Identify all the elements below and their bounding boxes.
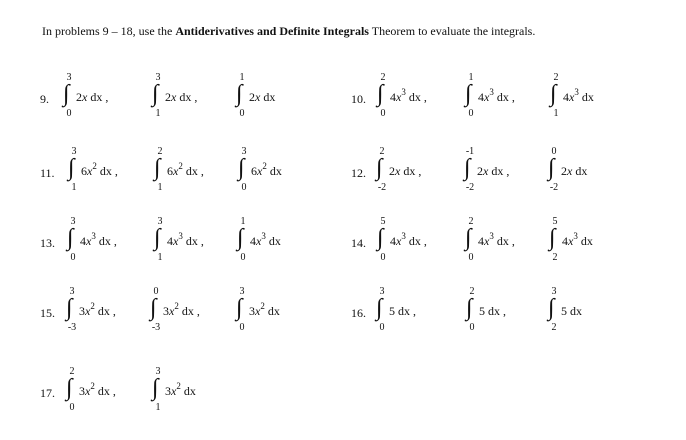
integral bbox=[237, 142, 317, 212]
differential: dx , bbox=[408, 90, 427, 104]
differential: dx bbox=[183, 384, 196, 398]
integral-sign-icon: ∫ bbox=[238, 155, 245, 181]
integral bbox=[235, 68, 315, 138]
differential: dx bbox=[269, 164, 282, 178]
integral-sign-icon: ∫ bbox=[236, 295, 243, 321]
integral-sign-icon: ∫ bbox=[154, 155, 161, 181]
integral bbox=[376, 212, 456, 282]
coefficient: 4 bbox=[562, 234, 568, 248]
coefficient: 4 bbox=[80, 234, 86, 248]
differential: dx , bbox=[181, 304, 200, 318]
integral bbox=[464, 68, 544, 138]
integral-sign-icon: ∫ bbox=[236, 81, 243, 107]
lower-limit: 0 bbox=[379, 322, 385, 333]
upper-limit: 1 bbox=[239, 72, 245, 83]
integrand bbox=[76, 90, 108, 105]
integral bbox=[463, 142, 543, 212]
differential: dx , bbox=[491, 164, 510, 178]
coefficient: 4 bbox=[478, 234, 484, 248]
exponent: 3 bbox=[401, 87, 406, 97]
differential: dx , bbox=[496, 234, 515, 248]
variable: x bbox=[256, 234, 262, 248]
coefficient: 3 bbox=[79, 304, 85, 318]
exponent: 3 bbox=[178, 231, 183, 241]
coefficient: 6 bbox=[167, 164, 173, 178]
coefficient: 5 bbox=[389, 304, 395, 318]
instructions bbox=[42, 24, 535, 39]
problem-number: 13. bbox=[40, 236, 55, 250]
differential: dx , bbox=[403, 164, 422, 178]
lower-limit: -3 bbox=[67, 322, 77, 333]
integral bbox=[547, 142, 627, 212]
differential: dx bbox=[570, 304, 582, 318]
variable: x bbox=[569, 90, 575, 104]
variable: x bbox=[257, 164, 263, 178]
lower-limit: 0 bbox=[380, 108, 386, 119]
lower-limit: 0 bbox=[469, 322, 475, 333]
lower-limit: 0 bbox=[468, 108, 474, 119]
integral-sign-icon: ∫ bbox=[66, 295, 73, 321]
integral bbox=[153, 212, 233, 282]
exponent: 3 bbox=[401, 231, 406, 241]
problem-number: 17. bbox=[40, 386, 55, 400]
coefficient: 6 bbox=[81, 164, 87, 178]
upper-limit: 2 bbox=[379, 146, 385, 157]
differential: dx , bbox=[97, 304, 116, 318]
instruction-suffix: Theorem to evaluate the integrals. bbox=[368, 24, 536, 38]
exponent: 2 bbox=[178, 161, 183, 171]
coefficient: 3 bbox=[165, 384, 171, 398]
integral bbox=[153, 142, 233, 212]
lower-limit: -2 bbox=[377, 182, 387, 193]
integrand bbox=[81, 161, 118, 179]
coefficient: 2 bbox=[165, 90, 171, 104]
integral bbox=[65, 282, 145, 352]
problem bbox=[40, 282, 360, 352]
coefficient: 2 bbox=[249, 90, 255, 104]
integral-sign-icon: ∫ bbox=[150, 295, 157, 321]
coefficient: 2 bbox=[76, 90, 82, 104]
integral-sign-icon: ∫ bbox=[63, 81, 70, 107]
integral bbox=[236, 212, 316, 282]
integral-sign-icon: ∫ bbox=[67, 225, 74, 251]
upper-limit: 2 bbox=[469, 286, 475, 297]
problem bbox=[351, 68, 671, 138]
differential: dx bbox=[580, 234, 593, 248]
problem bbox=[40, 212, 360, 282]
problem bbox=[351, 212, 671, 282]
upper-limit: 3 bbox=[239, 286, 245, 297]
lower-limit: -2 bbox=[549, 182, 559, 193]
integral-sign-icon: ∫ bbox=[465, 81, 472, 107]
integral-sign-icon: ∫ bbox=[237, 225, 244, 251]
integrand bbox=[165, 381, 196, 399]
differential: dx , bbox=[488, 304, 506, 318]
variable: x bbox=[395, 164, 401, 178]
problem bbox=[351, 282, 671, 352]
integral bbox=[151, 68, 231, 138]
variable: x bbox=[567, 164, 573, 178]
differential: dx bbox=[267, 304, 280, 318]
exponent: 3 bbox=[261, 231, 266, 241]
integral-sign-icon: ∫ bbox=[68, 155, 75, 181]
variable: x bbox=[85, 304, 91, 318]
lower-limit: 1 bbox=[157, 252, 163, 263]
upper-limit: 3 bbox=[157, 216, 163, 227]
lower-limit: 1 bbox=[155, 108, 161, 119]
instruction-prefix: In problems 9 – 18, use the bbox=[42, 24, 176, 38]
exponent: 2 bbox=[174, 301, 179, 311]
integral bbox=[62, 68, 142, 138]
lower-limit: 2 bbox=[551, 322, 557, 333]
variable: x bbox=[86, 234, 92, 248]
problem-number: 10. bbox=[351, 92, 366, 106]
exponent: 2 bbox=[260, 301, 265, 311]
lower-limit: 2 bbox=[552, 252, 558, 263]
integral-sign-icon: ∫ bbox=[464, 155, 471, 181]
variable: x bbox=[173, 234, 179, 248]
problem bbox=[40, 68, 360, 138]
variable: x bbox=[483, 164, 489, 178]
differential: dx bbox=[263, 90, 276, 104]
variable: x bbox=[568, 234, 574, 248]
upper-limit: 3 bbox=[241, 146, 247, 157]
upper-limit: 3 bbox=[70, 216, 76, 227]
integrand bbox=[390, 231, 427, 249]
coefficient: 6 bbox=[251, 164, 257, 178]
differential: dx , bbox=[98, 234, 117, 248]
exponent: 3 bbox=[573, 231, 578, 241]
upper-limit: 1 bbox=[240, 216, 246, 227]
integral bbox=[375, 142, 455, 212]
differential: dx , bbox=[99, 164, 118, 178]
lower-limit: 0 bbox=[240, 252, 246, 263]
upper-limit: 0 bbox=[551, 146, 557, 157]
upper-limit: 5 bbox=[380, 216, 386, 227]
coefficient: 3 bbox=[163, 304, 169, 318]
integral bbox=[65, 362, 145, 432]
integrand bbox=[389, 164, 421, 179]
coefficient: 2 bbox=[389, 164, 395, 178]
integrand bbox=[165, 90, 197, 105]
integral bbox=[465, 282, 545, 352]
integrand bbox=[249, 301, 280, 319]
exponent: 3 bbox=[574, 87, 579, 97]
integral-sign-icon: ∫ bbox=[548, 295, 555, 321]
upper-limit: 2 bbox=[553, 72, 559, 83]
theorem-name: Antiderivatives and Definite Integrals bbox=[175, 24, 369, 38]
upper-limit: 1 bbox=[468, 72, 474, 83]
integral-sign-icon: ∫ bbox=[376, 295, 383, 321]
exponent: 3 bbox=[489, 231, 494, 241]
integral-sign-icon: ∫ bbox=[466, 295, 473, 321]
integrand bbox=[478, 87, 515, 105]
problem bbox=[351, 142, 671, 212]
integral-sign-icon: ∫ bbox=[152, 81, 159, 107]
problem-number: 11. bbox=[40, 166, 55, 180]
integral bbox=[67, 142, 147, 212]
integrand bbox=[389, 304, 416, 319]
exponent: 2 bbox=[90, 301, 95, 311]
exponent: 2 bbox=[90, 381, 95, 391]
integral bbox=[149, 282, 229, 352]
integral-sign-icon: ∫ bbox=[376, 155, 383, 181]
variable: x bbox=[396, 234, 402, 248]
variable: x bbox=[396, 90, 402, 104]
problem-number: 9. bbox=[40, 92, 49, 106]
upper-limit: 5 bbox=[552, 216, 558, 227]
coefficient: 2 bbox=[477, 164, 483, 178]
coefficient: 4 bbox=[390, 90, 396, 104]
integrand bbox=[163, 301, 200, 319]
integrand bbox=[561, 164, 587, 179]
integrand bbox=[167, 231, 204, 249]
exponent: 2 bbox=[92, 161, 97, 171]
integrand bbox=[477, 164, 509, 179]
upper-limit: 3 bbox=[71, 146, 77, 157]
differential: dx bbox=[575, 164, 588, 178]
differential: dx bbox=[581, 90, 594, 104]
problem-number: 14. bbox=[351, 236, 366, 250]
problem-number: 12. bbox=[351, 166, 366, 180]
lower-limit: 1 bbox=[157, 182, 163, 193]
integrand bbox=[562, 231, 593, 249]
differential: dx , bbox=[185, 164, 204, 178]
integral-sign-icon: ∫ bbox=[465, 225, 472, 251]
integrand bbox=[167, 161, 204, 179]
integrand bbox=[478, 231, 515, 249]
exponent: 2 bbox=[176, 381, 181, 391]
upper-limit: 3 bbox=[66, 72, 72, 83]
variable: x bbox=[82, 90, 88, 104]
upper-limit: -1 bbox=[465, 146, 475, 157]
lower-limit: 0 bbox=[66, 108, 72, 119]
integral bbox=[548, 212, 628, 282]
integral-sign-icon: ∫ bbox=[377, 225, 384, 251]
integrand bbox=[561, 304, 582, 319]
integral bbox=[464, 212, 544, 282]
integral-sign-icon: ∫ bbox=[550, 81, 557, 107]
coefficient: 2 bbox=[561, 164, 567, 178]
problem-number: 16. bbox=[351, 306, 366, 320]
lower-limit: -3 bbox=[151, 322, 161, 333]
lower-limit: 1 bbox=[155, 402, 161, 413]
coefficient: 4 bbox=[167, 234, 173, 248]
integrand bbox=[390, 87, 427, 105]
upper-limit: 3 bbox=[379, 286, 385, 297]
differential: dx , bbox=[179, 90, 198, 104]
problem-number: 15. bbox=[40, 306, 55, 320]
integrand bbox=[563, 87, 594, 105]
differential: dx , bbox=[398, 304, 416, 318]
differential: dx , bbox=[90, 90, 109, 104]
integrand bbox=[250, 231, 281, 249]
variable: x bbox=[171, 384, 177, 398]
upper-limit: 3 bbox=[155, 366, 161, 377]
variable: x bbox=[255, 90, 261, 104]
integral bbox=[66, 212, 146, 282]
variable: x bbox=[87, 164, 93, 178]
exponent: 3 bbox=[91, 231, 96, 241]
lower-limit: 0 bbox=[380, 252, 386, 263]
integral bbox=[547, 282, 627, 352]
variable: x bbox=[173, 164, 179, 178]
integrand bbox=[479, 304, 506, 319]
integral-sign-icon: ∫ bbox=[152, 375, 159, 401]
variable: x bbox=[255, 304, 261, 318]
upper-limit: 2 bbox=[380, 72, 386, 83]
exponent: 2 bbox=[262, 161, 267, 171]
lower-limit: 0 bbox=[239, 108, 245, 119]
variable: x bbox=[85, 384, 91, 398]
integral-sign-icon: ∫ bbox=[154, 225, 161, 251]
differential: dx , bbox=[496, 90, 515, 104]
variable: x bbox=[171, 90, 177, 104]
coefficient: 5 bbox=[561, 304, 567, 318]
lower-limit: 0 bbox=[70, 252, 76, 263]
integral-sign-icon: ∫ bbox=[66, 375, 73, 401]
upper-limit: 3 bbox=[551, 286, 557, 297]
coefficient: 3 bbox=[249, 304, 255, 318]
exponent: 3 bbox=[489, 87, 494, 97]
integral bbox=[549, 68, 629, 138]
coefficient: 4 bbox=[563, 90, 569, 104]
lower-limit: 0 bbox=[69, 402, 75, 413]
variable: x bbox=[484, 90, 490, 104]
upper-limit: 2 bbox=[157, 146, 163, 157]
differential: dx , bbox=[408, 234, 427, 248]
integrand bbox=[79, 301, 116, 319]
coefficient: 3 bbox=[79, 384, 85, 398]
integrand bbox=[79, 381, 116, 399]
integral-sign-icon: ∫ bbox=[377, 81, 384, 107]
integral bbox=[235, 282, 315, 352]
differential: dx , bbox=[97, 384, 116, 398]
integral bbox=[151, 362, 231, 432]
integral-sign-icon: ∫ bbox=[549, 225, 556, 251]
integral-sign-icon: ∫ bbox=[548, 155, 555, 181]
lower-limit: 1 bbox=[71, 182, 77, 193]
problem bbox=[40, 142, 360, 212]
problem bbox=[40, 362, 360, 432]
upper-limit: 2 bbox=[468, 216, 474, 227]
lower-limit: 0 bbox=[239, 322, 245, 333]
coefficient: 4 bbox=[390, 234, 396, 248]
integral bbox=[375, 282, 455, 352]
upper-limit: 0 bbox=[153, 286, 159, 297]
differential: dx , bbox=[185, 234, 204, 248]
lower-limit: 1 bbox=[553, 108, 559, 119]
upper-limit: 2 bbox=[69, 366, 75, 377]
lower-limit: -2 bbox=[465, 182, 475, 193]
variable: x bbox=[169, 304, 175, 318]
differential: dx bbox=[268, 234, 281, 248]
upper-limit: 3 bbox=[155, 72, 161, 83]
variable: x bbox=[484, 234, 490, 248]
integrand bbox=[249, 90, 275, 105]
upper-limit: 3 bbox=[69, 286, 75, 297]
coefficient: 5 bbox=[479, 304, 485, 318]
lower-limit: 0 bbox=[241, 182, 247, 193]
coefficient: 4 bbox=[250, 234, 256, 248]
integrand bbox=[251, 161, 282, 179]
integral bbox=[376, 68, 456, 138]
coefficient: 4 bbox=[478, 90, 484, 104]
lower-limit: 0 bbox=[468, 252, 474, 263]
integrand bbox=[80, 231, 117, 249]
